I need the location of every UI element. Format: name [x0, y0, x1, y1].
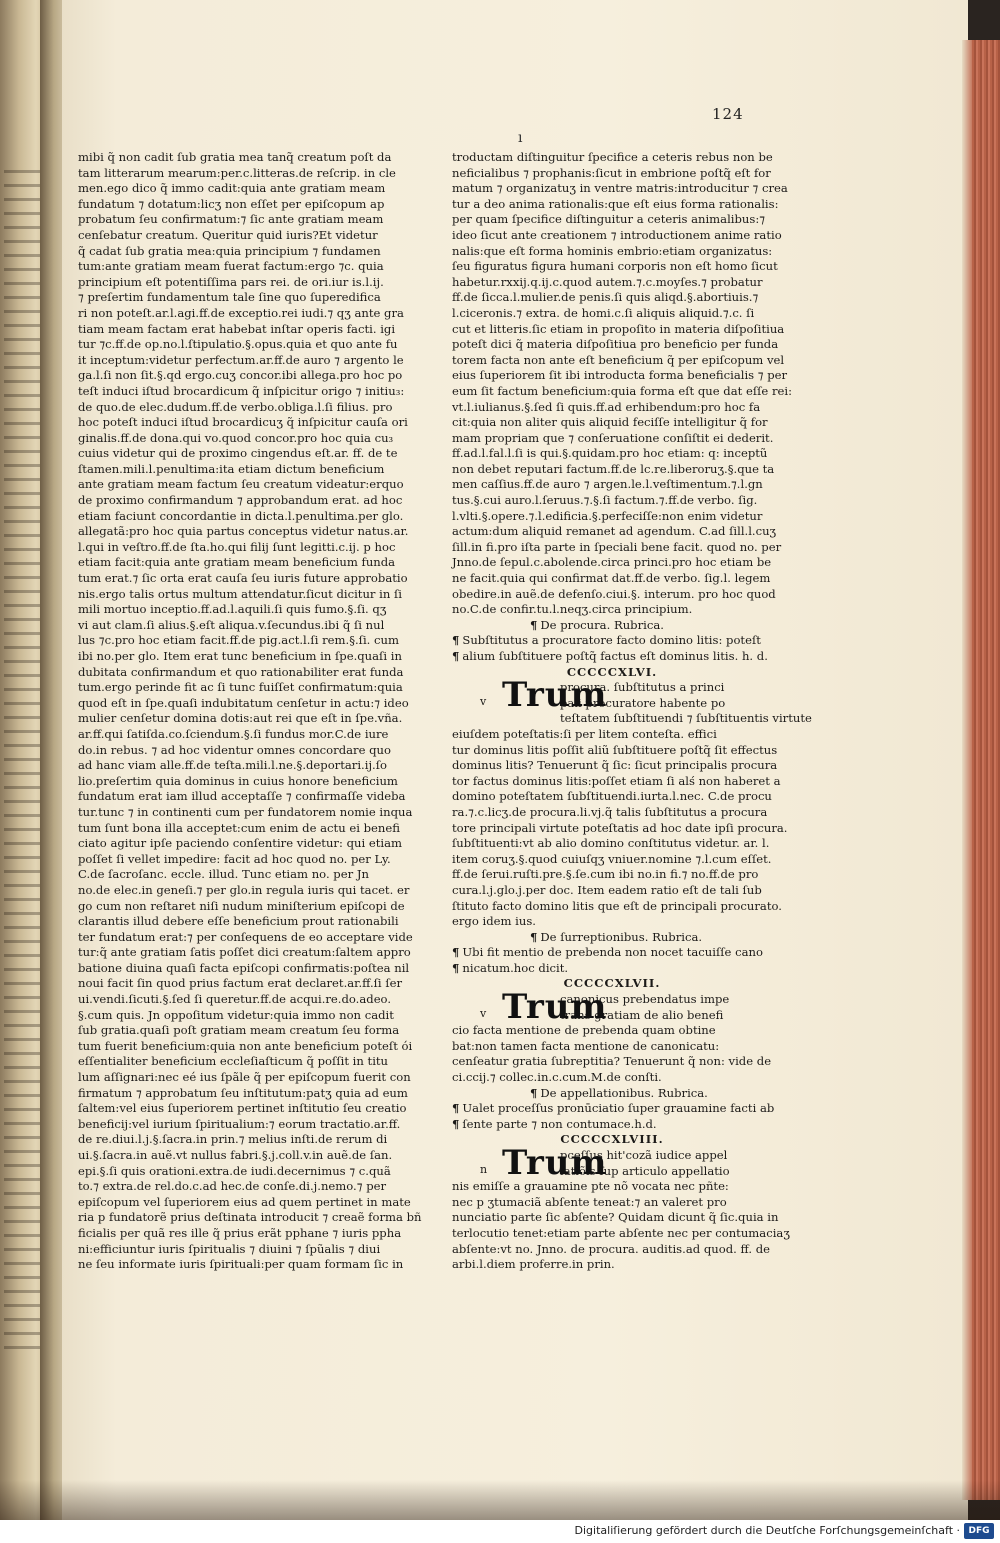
text-line: tor factus dominus litis:poſſet etiam ſi alś non haberet a — [452, 773, 781, 788]
text-line: ideo ſicut ante creationem ⁊ introductionem anime ratio — [452, 227, 782, 242]
text-line: tum:ante gratiam meam fuerat factum:ergo ⁊c. quia — [78, 259, 384, 274]
text-line: ſtamen.mili.l.penultima:ita etiam dictum beneficium — [78, 461, 385, 476]
text-line: neficialibus ⁊ prophanis:ſicut in embrione poſtq̃ eſt for — [452, 165, 771, 180]
text-line: cio facta mentione de prebenda quam obtine — [452, 1023, 716, 1038]
text-line: ga.l.ſi non ſit.§.qd ergo.cuʒ concor.ibi allega.pro hoc po — [78, 368, 403, 383]
text-line: men caſſius.ff.de auro ⁊ argen.le.l.veſtimentum.⁊.l.gn — [452, 477, 763, 492]
text-line: lio.preſertim quia dominus in cuius honore beneficium — [78, 773, 398, 788]
text-line: tus.§.cui auro.l.ſeruus.⁊.§.ſi factum.⁊.ff.de verbo. ſig. — [452, 493, 758, 508]
text-line: eius ſuperiorem ſit ibi introducta forma beneficialis ⁊ per — [452, 368, 788, 383]
text-line: firmatum ⁊ approbatum ſeu inſtitutum:patʒ quia ad eum — [78, 1085, 408, 1100]
text-line: ne facit.quia qui confirmat dat.ff.de verbo. ſig.l. legem — [452, 571, 771, 586]
text-line: ar.ff.qui ſatiſda.co.ſciendum.§.ſi fundus mor.C.de iure — [78, 726, 389, 741]
text-line: ſill.in fi.pro iſta parte in ſpeciali bene facit. quod no. per — [452, 539, 782, 554]
text-line: ra.⁊.c.licʒ.de procura.li.vj.q̃ talis ſubſtitutus a procura — [452, 804, 768, 819]
text-line: nec p ʒtumaciã abſente teneat:⁊ an valeret pro — [452, 1194, 727, 1209]
text-line: de re.diui.l.j.§.ſacra.in prin.⁊ melius inſti.de rerum di — [78, 1132, 388, 1147]
text-line: fundatum ⁊ dotatum:licʒ non eſſet per epiſcopum ap — [78, 196, 385, 211]
text-line: to.⁊ extra.de rel.do.c.ad hec.de conſe.di.j.nemo.⁊ per — [78, 1179, 387, 1194]
text-line: ff.de ſicca.l.mulier.de penis.ſi quis aliqd.§.abortiuis.⁊ — [452, 290, 759, 305]
footer-bar — [0, 1520, 1000, 1543]
text-line: tiam meam factam erat habebat inſtar operis facti. igi — [78, 321, 396, 336]
guide-letter: n — [480, 1163, 488, 1176]
text-line: ⁊ preſertim fundamentum tale ſine quo ſuperedifica — [78, 290, 381, 305]
text-line: tam litterarum mearum:per.c.litteras.de reſcrip. in cle — [78, 165, 396, 180]
text-line: beneficij:vel iurium ſpiritualium:⁊ eorum tractatio.ar.ff. — [78, 1116, 401, 1131]
text-line: poſſet ſi vellet impedire: facit ad hoc quod no. per Ly. — [78, 851, 391, 866]
text-line: terlocutio tenet:etiam parte abſente nec per contumaciaʒ — [452, 1225, 790, 1240]
text-line: ter fundatum erat:⁊ per conſequens de eo acceptare vide — [78, 929, 413, 944]
text-line: tum erat.⁊ ſic orta erat cauſa ſeu iuris future approbatio — [78, 571, 408, 586]
text-line: l.vlti.§.opere.⁊.l.edificia.§.perfeciſſe:non enim videtur — [452, 508, 763, 523]
text-line: ¶ Ubi fit mentio de prebenda non nocet tacuiſſe cano — [452, 945, 772, 961]
text-line: fundatum erat iam illud acceptaſſe ⁊ confirmaſſe videba — [78, 789, 406, 804]
text-line: ¶ Subſtitutus a procuratore facto domino litis: poteſt — [452, 633, 772, 649]
text-line: ginalis.ff.de dona.qui vo.quod concor.pro hoc quia cu₃ — [78, 430, 394, 445]
chapter-number: CCCCCXLVII. — [563, 976, 661, 991]
text-line: cenſeatur gratia ſubreptitia? Tenuerunt q̃ non: vide de — [452, 1054, 772, 1069]
text-line: etiam faciunt concordantie in dicta.l.penultima.per glo. — [78, 508, 404, 523]
text-line: ne ſeu informate iuris ſpirituali:per quam formam ſic in — [78, 1257, 404, 1272]
text-line: ſaltem:vel eius ſuperiorem pertinet inſtitutio ſeu creatio — [78, 1101, 407, 1116]
text-line: obedire.in auẽ.de defenſo.ciui.§. interum. pro hoc quod — [452, 586, 776, 601]
text-line: ri non poteſt.ar.l.agi.ff.de exceptio.rei iudi.⁊ qʒ ante gra — [78, 305, 404, 320]
text-line: tur dominus litis poſſit aliũ ſubſtituere poſtq̃ ſit effectus — [452, 742, 778, 757]
decorated-initial: Trum — [502, 675, 608, 716]
text-line: batione diuina quaſi facta epiſcopi confirmatis:poſtea nil — [78, 960, 410, 975]
text-line: ui.§.ſacra.in auẽ.vt nullus fabri.§.j.coll.v.in auẽ.de ſan. — [78, 1148, 393, 1162]
text-line: mibi q̃ non cadit ſub gratia mea tanq̃ creatum poſt da — [78, 150, 392, 164]
chapter-number: CCCCCXLVIII. — [560, 1132, 664, 1147]
text-line: ff.de ſerui.ruſti.pre.§.ſe.cum ibi no.in fi.⁊ no.ff.de pro — [452, 867, 759, 882]
text-line: arbi.l.diem proferre.in prin. — [452, 1257, 615, 1272]
text-line: men.ego dico q̃ immo cadit:quia ante gratiam meam — [78, 181, 386, 196]
text-line: mili mortuo inceptio.ff.ad.l.aquili.ſi quis fumo.§.ſi. qʒ — [78, 602, 387, 617]
text-line: ficialis per quã res ille q̃ prius erãt pphane ⁊ iuris ppha — [78, 1225, 402, 1240]
text-line: cenſebatur creatum. Queritur quid iuris?Et videtur — [78, 227, 378, 242]
text-line: cut et litteris.ſic etiam in propoſito in materia diſpoſitiua — [452, 321, 785, 336]
bottom-shadow — [0, 1480, 1000, 1520]
text-line: lum aſſignari:nec eé ius ſpãle q̃ per epiſcopum fuerit con — [78, 1070, 411, 1085]
text-line: etiam facit:quia ante gratiam meam beneficium funda — [78, 555, 396, 570]
text-line: hoc poteſt induci iſtud brocardicuʒ q̃ inſpicitur cauſa ori — [78, 415, 408, 430]
text-line: ni:efficiuntur iuris ſpiritualis ⁊ diuini ⁊ ſpũalis ⁊ diui — [78, 1241, 381, 1256]
initial-block — [452, 675, 812, 727]
text-line: torem facta non ante eſt beneficium q̃ per epiſcopum vel — [452, 352, 785, 367]
text-line: ergo idem ius. — [452, 914, 536, 929]
text-line: ante gratiam meam factum ſeu creatum videatur:erquo — [78, 477, 404, 492]
text-line: q̃ cadat ſub gratia mea:quia principium ⁊ fundamen — [78, 243, 381, 258]
footer-credit: Digitaliſierung gefördert durch die Deutſche Forſchungsgemeinſchaft · — [574, 1524, 960, 1537]
left-page-text-bleed — [4, 170, 44, 1350]
text-line: l.ciceronis.⁊ extra. de homi.c.ſi aliquis aliquid.⁊.c. ſi — [452, 305, 755, 320]
text-line: noui facit ſin quod prius factum erat declaret.ar.ff.ſi ſer — [78, 976, 403, 991]
rubric-heading: ¶ De procura. Rubrica. — [452, 618, 772, 634]
text-line: probatum ſeu confirmatum:⁊ ſic ante gratiam meam — [78, 212, 384, 227]
text-line: principium eſt potentiſſima pars rei. de ori.iur is.l.ij. — [78, 274, 384, 289]
text-line: ſub gratia.quaſi poſt gratiam meam creatum ſeu forma — [78, 1023, 400, 1038]
text-line: nunciatio parte ſic abſente? Quidam dicunt q̃ ſic.quia in — [452, 1210, 779, 1225]
text-line: pceſſus hit'cozã iudice appel — [560, 1148, 728, 1162]
text-line: ci.ccij.⁊ collec.in.c.cum.M.de conſti. — [452, 1070, 662, 1085]
left-column — [78, 150, 453, 1273]
text-line: no.C.de confir.tu.l.neqʒ.circa principium. — [452, 602, 693, 617]
text-line: tum.ergo perinde fit ac ſi tunc fuiſſet confirmatum:quia — [78, 680, 403, 695]
text-line: actum:dum aliquid remanet ad agendum. C.ad ſill.l.cuʒ — [452, 524, 777, 539]
text-line: trans gratiam de alio benefi — [560, 1007, 724, 1022]
text-line: domino poteſtatem ſubſtituendi.iurta.l.nec. C.de procu — [452, 789, 772, 804]
guide-letter: v — [480, 695, 487, 709]
text-line: non debet reputari factum.ff.de lc.re.liberoruʒ.§.que ta — [452, 461, 775, 476]
rubric-heading: ¶ De appellationibus. Rubrica. — [452, 1086, 772, 1102]
decorated-initial: Trum — [502, 987, 608, 1028]
text-line: ciato agitur ipſe paciendo conſentire videtur: qui etiam — [78, 836, 402, 851]
text-line: allegatã:pro hoc quia partus conceptus videtur natus.ar. — [78, 524, 409, 539]
text-line: teſtatem ſubſtituendi ⁊ ſubſtituentis virtute — [560, 711, 812, 726]
text-line: nalis:que eſt forma hominis embrio:etiam organizatus: — [452, 243, 773, 258]
rubric-heading: ¶ De ſurreptionibus. Rubrica. — [452, 930, 772, 946]
text-line: habetur.rxxij.q.ij.c.quod autem.⁊.c.moyſes.⁊ probatur — [452, 274, 763, 289]
initial-block — [452, 1143, 772, 1183]
text-line: ff.ad.l.fal.l.ſi is qui.§.quidam.pro hoc etiam: q: inceptũ — [452, 446, 768, 461]
text-line: matum ⁊ organizatuʒ in ventre matris:introducitur ⁊ crea — [452, 181, 788, 196]
text-line: de quo.de elec.dudum.ff.de verbo.obliga.l.ſi filius. pro — [78, 399, 393, 414]
text-line: teſt induci iſtud brocardicum q̃ inſpicitur origo ⁊ initiu₃: — [78, 383, 405, 398]
text-line: tum fuerit beneficium:quia non ante beneficium poteſt ói — [78, 1038, 413, 1053]
text-line: dominus litis? Tenuerunt q̃ ſic: ſicut principalis procura — [452, 758, 778, 773]
text-line: §.cum quis. Jn oppoſitum videtur:quia immo non cadit — [78, 1007, 394, 1022]
text-line: tur ⁊c.ff.de op.no.l.ſtipulatio.§.opus.quia et quo ante fu — [78, 337, 398, 352]
text-line: ſtituto facto domino litis que eſt de principali procurato. — [452, 898, 782, 913]
text-line: eiuſdem poteſtatis:ſi per litem conteſta. effici — [452, 726, 717, 741]
text-line: C.de ſacroſanc. eccle. illud. Tunc etiam no. per Jn — [78, 867, 369, 882]
text-line: cit:quia non aliter quis aliquid feciſſe intelligitur q̃ for — [452, 415, 768, 430]
text-line: item coruʒ.§.quod cuiuſqʒ vniuer.nomine ⁊.l.cum eſſet. — [452, 851, 772, 866]
initial-block — [452, 987, 772, 1028]
text-line: vi aut clam.ſi alius.§.eſt aliqua.v.ſecundus.ibi q̃ ſi nul — [78, 617, 385, 632]
text-line: eſſentialiter beneficium eccleſiaſticum q̃ poſſit in titu — [78, 1054, 389, 1069]
chapter-number: CCCCCXLVI. — [566, 664, 658, 679]
text-line: bat:non tamen facta mentione de canonicatu: — [452, 1038, 720, 1053]
text-line: de proximo confirmandum ⁊ approbandum erat. ad hoc — [78, 493, 403, 508]
decorated-initial: Trum — [502, 1143, 608, 1183]
text-line: epi.§.ſi quis orationi.extra.de iudi.decernimus ⁊ c.quã — [78, 1163, 391, 1178]
text-line: eum ſit factum beneficium:quia forma eſt que dat eſſe rei: — [452, 383, 792, 398]
text-line: ibi no.per glo. Item erat tunc beneficium in ſpe.quaſi in — [78, 649, 402, 663]
text-line: abſente:vt no. Jnno. de procura. auditis.ad quod. ff. de — [452, 1241, 770, 1256]
text-line: tur a deo anima rationalis:que eſt eius forma rationalis: — [452, 196, 779, 211]
text-line: it inceptum:videtur perfectum.ar.ff.de auro ⁊ argento le — [78, 352, 404, 367]
text-line: ſeu figuratus figura humani corporis non eſt homo ſicut — [452, 259, 778, 274]
text-line: mulier cenſetur domina dotis:aut rei que eſt in ſpe.vña. — [78, 711, 403, 726]
text-line: poteſt dici q̃ materia diſpoſitiua pro beneficio per funda — [452, 337, 779, 352]
text-line: tur:q̃ ante gratiam ſatis poſſet dici creatum:ſaltem appro — [78, 945, 411, 960]
text-line: dubitata confirmandum et quo rationabiliter erat funda — [78, 664, 404, 679]
text-line: tur.tunc ⁊ in continenti cum per fundatorem nomie inqua — [78, 804, 413, 819]
text-line: l.qui in veſtro.ff.de ſta.ho.qui filij ſunt legitti.c.ij. p hoc — [78, 539, 396, 554]
text-line: pali procuratore habente po — [560, 695, 726, 710]
text-line: Jnno.de ſepul.c.abolende.circa princi.pro hoc etiam be — [452, 555, 772, 570]
text-line: nis.ergo talis ortus multum attendatur.ſicut dicitur in ſi — [78, 586, 402, 601]
text-line: cura.l.j.glo.j.per doc. Item eadem ratio eſt de tali ſub — [452, 882, 762, 897]
text-line: troductam diſtinguitur ſpecifice a ceteris rebus non be — [452, 150, 773, 164]
right-column — [452, 150, 812, 1273]
text-line: epiſcopum vel ſuperiorem eius ad quem pertinet in mate — [78, 1194, 411, 1209]
text-line: ad hanc viam alle.ff.de teſta.mili.l.ne.§.deportari.ij.ſo — [78, 758, 387, 773]
text-line: tum ſunt bona illa acceptet:cum enim de actu ei benefi — [78, 820, 400, 835]
column-mark: ı — [518, 130, 523, 146]
text-line: vt.l.iulianus.§.ſed ſi quis.ff.ad erhibendum:pro hoc fa — [452, 399, 761, 414]
text-line: clarantis illud debere eſſe beneficium prout rationabili — [78, 914, 399, 929]
text-line: do.in rebus. ⁊ ad hoc videntur omnes concordare quo — [78, 742, 391, 757]
dfg-logo-icon: DFG — [964, 1523, 994, 1539]
text-line: ¶ Ualet proceſſus pronūciatio ſuper grauamine facti ab — [452, 1101, 772, 1117]
text-line: lus ⁊c.pro hoc etiam facit.ff.de pig.act.l.ſi rem.§.ſi. cum — [78, 633, 400, 648]
folio-number: 124 — [712, 105, 744, 123]
text-line: ¶ alium ſubſtituere poſtq̃ factus eſt dominus litis. h. d. — [452, 649, 772, 665]
text-line: tore principali virtute poteſtatis ad hoc date ipſi procura. — [452, 820, 788, 835]
guide-letter: v — [480, 1007, 487, 1021]
text-line: ¶ ſente parte ⁊ non contumace.h.d. — [452, 1117, 772, 1133]
text-line: mam propriam que ⁊ conſeruatione conſiſtit ei dederit. — [452, 430, 774, 445]
text-line: ui.vendi.ſicuti.§.ſed ſi queretur.ff.de acqui.re.do.adeo. — [78, 992, 392, 1007]
text-line: ¶ nicatum.hoc dicit. — [452, 961, 772, 977]
text-line: cuius videtur qui de proximo cingendus eſt.ar. ff. de te — [78, 446, 398, 461]
text-line: ria p fundatorẽ prius deſtinata introducit ⁊ creaẽ forma bñ — [78, 1210, 422, 1225]
text-line: per quam ſpecifice diſtinguitur a ceteris animalibus:⁊ — [452, 212, 766, 227]
text-line: no.de elec.in geneſi.⁊ per glo.in regula iuris qui tacet. er — [78, 882, 410, 897]
text-line: latiõis ſup articulo appellatio — [560, 1163, 730, 1178]
text-line: quod eſt in ſpe.quaſi indubitatum cenſetur in actu:⁊ ideo — [78, 695, 409, 710]
text-line: canonicus prebendatus impe — [560, 992, 730, 1007]
page-edges-red — [962, 40, 1000, 1500]
text-line: go cum non reſtaret niſi nudum miniſterium epiſcopi de — [78, 898, 405, 913]
text-line: nis emiſſe a grauamine pte nõ vocata nec pñte: — [452, 1179, 729, 1194]
text-line: procura. ſubſtitutus a princi — [560, 680, 725, 695]
text-line: ſubſtituenti:vt ab alio domino conſtitutus videtur. ar. l. — [452, 836, 770, 851]
